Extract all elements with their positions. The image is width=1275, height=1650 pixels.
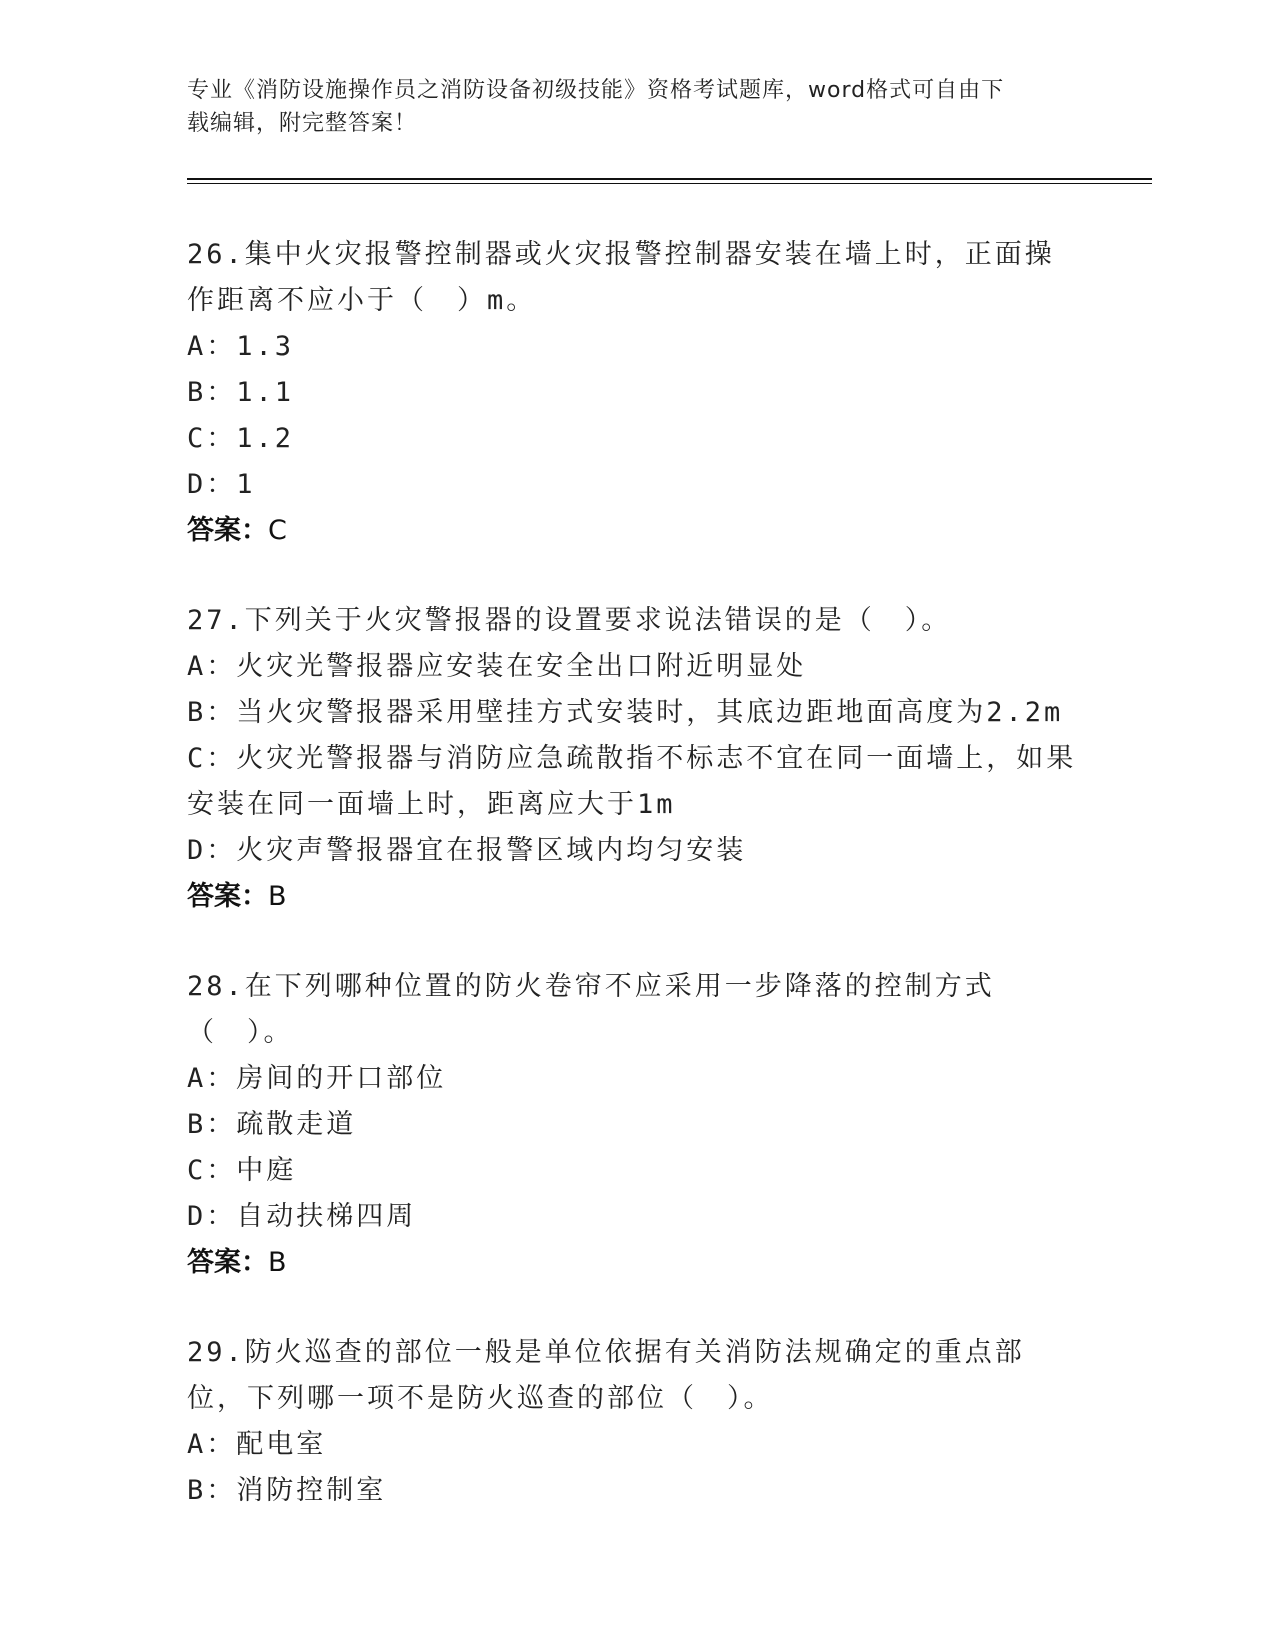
answer-option: C：1.2	[187, 423, 295, 454]
header-divider-thin	[187, 183, 1152, 184]
header-line-1: 专业《消防设施操作员之消防设备初级技能》资格考试题库，word格式可自由下	[187, 78, 1005, 103]
question-stem: 27.下列关于火灾警报器的设置要求说法错误的是（ ）。	[187, 605, 952, 636]
answer-option: C：中庭	[187, 1155, 297, 1186]
answer-option: B：疏散走道	[187, 1109, 357, 1140]
answer-option: D：1	[187, 469, 256, 500]
question-block	[187, 598, 1087, 920]
answer-option: A：火灾光警报器应安装在安全出口附近明显处	[187, 651, 807, 682]
answer-option: C：火灾光警报器与消防应急疏散指不标志不宜在同一面墙上，如果安装在同一面墙上时，距离应大于1m	[187, 743, 1077, 820]
question-block	[187, 232, 1087, 554]
answer-option: D：自动扶梯四周	[187, 1201, 417, 1232]
answer-label: 答案：	[187, 1247, 268, 1278]
answer-option: A：配电室	[187, 1429, 327, 1460]
answer-option: A：房间的开口部位	[187, 1063, 447, 1094]
answer-value: B	[268, 1247, 287, 1278]
question-stem: 29.防火巡查的部位一般是单位依据有关消防法规确定的重点部位，下列哪一项不是防火巡查的部位（ ）。	[187, 1337, 1025, 1414]
answer-line	[187, 1240, 1087, 1286]
answer-option: B：1.1	[187, 377, 295, 408]
question-stem: 28.在下列哪种位置的防火卷帘不应采用一步降落的控制方式（ ）。	[187, 971, 995, 1048]
document-header	[187, 74, 1057, 140]
answer-line	[187, 874, 1087, 920]
answer-label: 答案：	[187, 881, 268, 912]
answer-value: B	[268, 881, 287, 912]
question-stem: 26.集中火灾报警控制器或火灾报警控制器安装在墙上时，正面操作距离不应小于（ ）m。	[187, 239, 1055, 316]
answer-option: B：当火灾警报器采用壁挂方式安装时，其底边距地面高度为2.2m	[187, 697, 1064, 728]
header-divider-thick	[187, 178, 1152, 180]
answer-option: D：火灾声警报器宜在报警区域内均匀安装	[187, 835, 747, 866]
answer-value: C	[268, 515, 287, 546]
question-block	[187, 1330, 1087, 1514]
answer-option: B：消防控制室	[187, 1475, 387, 1506]
question-list	[187, 232, 1087, 1558]
header-line-2: 载编辑，附完整答案！	[187, 111, 418, 136]
answer-label: 答案：	[187, 515, 268, 546]
question-block	[187, 964, 1087, 1286]
answer-line	[187, 508, 1087, 554]
answer-option: A：1.3	[187, 331, 295, 362]
